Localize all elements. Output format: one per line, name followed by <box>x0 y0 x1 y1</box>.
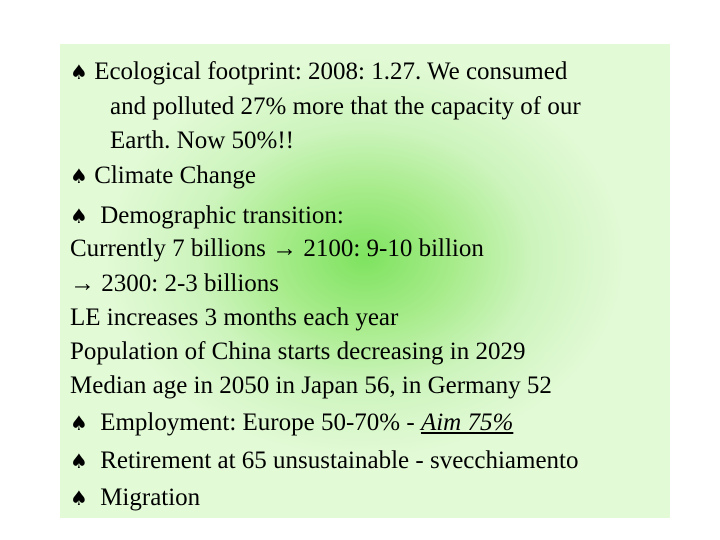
text-migration: Migration <box>100 484 201 511</box>
bullet-ecological-footprint <box>70 57 567 87</box>
text-median-age: Median age in 2050 in Japan 56, in Germany 52 <box>70 372 552 399</box>
text-le: LE increases 3 months each year <box>70 304 399 331</box>
text-2300: → 2300: 2-3 billions <box>70 270 280 297</box>
text-ecological-3: Earth. Now 50%!! <box>110 127 294 154</box>
text-currently: Currently 7 billions → 2100: 9-10 billion <box>70 235 484 262</box>
bullet-demographic-transition <box>70 201 344 231</box>
text-ecological-1: Ecological footprint: 2008: 1.27. We consumed <box>94 58 568 85</box>
bullet-retirement <box>70 446 579 476</box>
bullet-migration <box>70 483 200 513</box>
text-ecological-2: and polluted 27% more that the capacity of our <box>110 93 581 120</box>
spade-icon: ♠ <box>70 60 88 84</box>
text-aim: Aim 75% <box>420 409 514 436</box>
text-climate-change: Climate Change <box>94 162 256 189</box>
spade-icon: ♠ <box>70 204 88 228</box>
text-employment: Employment: Europe 50-70% - <box>100 409 421 436</box>
bullet-employment <box>70 408 513 438</box>
text-retirement: Retirement at 65 unsustainable - svecchiamento <box>100 447 579 474</box>
spade-icon: ♠ <box>70 486 88 510</box>
spade-icon: ♠ <box>70 449 88 473</box>
bullet-climate-change <box>70 161 256 191</box>
spade-icon: ♠ <box>70 164 88 188</box>
text-china: Population of China starts decreasing in 2029 <box>70 338 526 365</box>
text-demographic: Demographic transition: <box>100 202 344 229</box>
spade-icon: ♠ <box>70 411 88 435</box>
